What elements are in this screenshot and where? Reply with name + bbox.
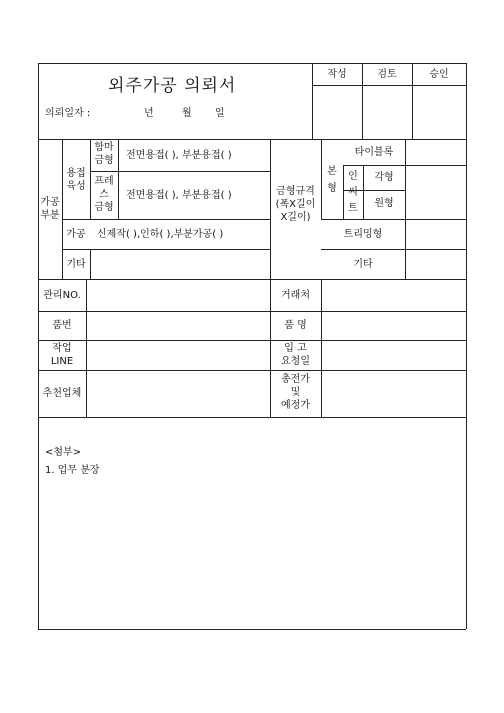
receiving-line1: 입 고	[284, 343, 307, 354]
press-line3: 금형	[94, 202, 114, 213]
product-name-label: 품 명	[284, 320, 307, 331]
other-label-right: 기타	[353, 259, 373, 270]
product-name-input[interactable]	[322, 312, 465, 339]
round-type-label: 원형	[374, 198, 394, 209]
total-price-input[interactable]	[322, 371, 465, 416]
main-line2: 형	[327, 183, 337, 194]
weld-option-press[interactable]: 전면용접( ), 부분용접( )	[126, 190, 232, 201]
form-title: 외주가공 의뢰서	[108, 76, 237, 96]
request-date-label: 의뢰일자 :	[45, 108, 91, 119]
main-line1: 본	[327, 166, 337, 177]
recommended-vendor-input[interactable]	[87, 371, 269, 416]
spec-input-3[interactable]	[406, 220, 465, 248]
main-mold-label	[321, 165, 343, 195]
part-no-label: 품번	[52, 320, 72, 331]
press-line2: 스	[99, 189, 109, 200]
welding-label	[62, 167, 90, 193]
spec-input-4[interactable]	[406, 250, 465, 278]
press-line1: 프레	[94, 176, 114, 187]
approval-reviewed-header: 검토	[377, 69, 397, 80]
work-line-input[interactable]	[87, 341, 269, 369]
title-block-label: 타이블록	[354, 147, 394, 158]
date-day-label: 일	[215, 108, 225, 119]
machining-label: 가공	[66, 229, 86, 240]
other-input-left[interactable]	[91, 250, 269, 278]
management-no-label: 관리NO.	[43, 290, 81, 301]
total-line3: 예정가	[281, 400, 310, 411]
processing-section-line2: 부분	[40, 210, 60, 221]
mold-spec-label	[270, 185, 321, 224]
hammer-line2: 금형	[94, 155, 114, 166]
work-line1: 작업	[52, 343, 72, 354]
total-line1: 총전가	[281, 374, 310, 385]
weld-option-hammer[interactable]: 전면용접( ), 부분용접( )	[126, 150, 232, 161]
press-mold-label	[90, 175, 118, 214]
part-no-input[interactable]	[87, 312, 269, 339]
insert-line3: 트	[348, 203, 358, 214]
approval-written-header: 작성	[327, 69, 347, 80]
hammer-mold-label	[90, 141, 118, 167]
mold-spec-line2: (폭X길이	[275, 199, 316, 210]
receiving-line2: 요청일	[281, 356, 310, 367]
trimming-type-label: 트리밍형	[343, 229, 383, 240]
management-no-input[interactable]	[87, 280, 269, 310]
client-label: 거래처	[281, 290, 310, 301]
spec-input-1[interactable]	[406, 140, 465, 164]
approval-reviewed-signature-box[interactable]	[363, 86, 411, 138]
welding-line2: 육성	[66, 181, 86, 192]
machining-options[interactable]: 신제작( ),인하( ),부분가공( )	[97, 229, 224, 240]
approval-approved-header: 승인	[429, 69, 449, 80]
work-line2: LINE	[50, 356, 74, 367]
receiving-request-input[interactable]	[322, 341, 465, 369]
processing-section-label	[38, 196, 62, 222]
spec-input-2[interactable]	[406, 166, 465, 218]
approval-approved-signature-box[interactable]	[413, 86, 465, 138]
welding-line1: 용접	[66, 168, 86, 179]
recommended-vendor-label: 추천업체	[42, 388, 82, 399]
date-month-label: 월	[182, 108, 192, 119]
processing-section-line1: 가공	[40, 197, 60, 208]
total-price-label	[270, 373, 321, 412]
attachment-item-1: 1. 업무 분장	[45, 465, 100, 476]
work-line-label	[38, 342, 86, 368]
attachment-header: <첨부>	[45, 447, 82, 458]
square-type-label: 각형	[374, 172, 394, 183]
mold-spec-line3: X길이)	[280, 212, 311, 223]
receiving-request-label	[270, 342, 321, 368]
hammer-line1: 함마	[94, 142, 114, 153]
insert-line1: 인	[348, 171, 358, 182]
date-year-label: 년	[144, 108, 154, 119]
mold-spec-line1: 금형규격	[276, 186, 315, 197]
insert-line2: 써	[348, 187, 358, 198]
other-label-left: 기타	[66, 259, 86, 270]
insert-label	[343, 170, 363, 215]
approval-written-signature-box[interactable]	[313, 86, 361, 138]
client-input[interactable]	[322, 280, 465, 310]
total-line2: 및	[290, 387, 301, 398]
